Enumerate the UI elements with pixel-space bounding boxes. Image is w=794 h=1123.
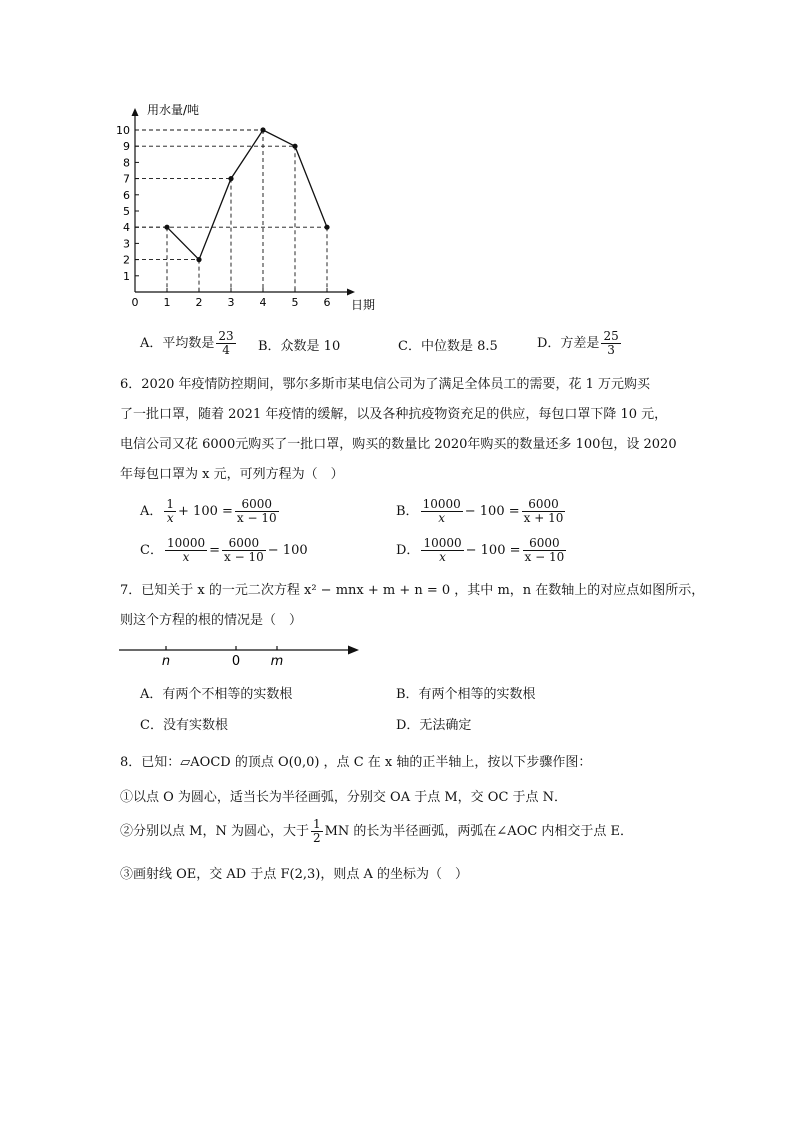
q6-d-frac2-num: 6000: [523, 537, 567, 551]
q6-b-frac1-den: x: [438, 511, 446, 525]
q5-option-a-label: A．平均数是: [140, 336, 215, 351]
q7-option-b: B．有两个相等的实数根: [396, 687, 536, 702]
q6-option-d: [396, 537, 568, 564]
q6-c-tail: − 100: [267, 543, 308, 558]
q8-step-2-text-a: ②分别以点 M，N 为圆心，大于: [120, 824, 309, 839]
q6-line-1: 6．2020 年疫情防控期间，鄂尔多斯市某电信公司为了满足全体员工的需要，花 1 万元购买: [120, 377, 651, 392]
x-axis-title: 日期: [351, 298, 376, 312]
q6-line-3: 电信公司又花 6000元购买了一批口罩，购买的数量比 2020年购买的数量还多 100包，设 2020: [120, 437, 677, 452]
x-tick-label: 6: [323, 296, 331, 309]
q6-line-2: 了一批口罩，随着 2021 年疫情的缓解，以及各种抗疫物资充足的供应，每包口罩下降 10 元，: [120, 407, 668, 422]
q6-c-frac2-num: 6000: [222, 537, 266, 551]
data-point: [228, 176, 233, 181]
x-tick-label: 5: [291, 296, 299, 309]
q8-step-1: ①以点 O 为圆心，适当长为半径画弧，分别交 OA 于点 M，交 OC 于点 N．: [120, 790, 568, 805]
data-point: [292, 144, 297, 149]
y-tick-label: 1: [123, 269, 130, 283]
q6-option-c-label: C．: [140, 543, 163, 558]
q5-option-c: C．中位数是 8.5: [398, 339, 498, 354]
number-line-label-m: m: [270, 654, 284, 669]
q6-option-b-label: B．: [396, 504, 419, 519]
q7-line-2: 则这个方程的根的情况是（ ）: [120, 613, 303, 628]
q6-b-frac2-den: x + 10: [523, 511, 564, 525]
q5-option-d-fraction: [601, 330, 620, 357]
x-axis-arrow: [347, 289, 355, 296]
q6-option-c: [140, 537, 308, 564]
q5-option-d: [537, 330, 623, 357]
q7-option-d: D．无法确定: [396, 718, 472, 733]
q6-c-frac2-den: x − 10: [224, 550, 264, 564]
y-axis-arrow: [132, 108, 139, 116]
q5-a-denominator: 4: [222, 343, 230, 357]
water-usage-chart: [100, 95, 400, 320]
q5-a-numerator: 23: [218, 329, 234, 343]
q5-d-numerator: 25: [603, 329, 619, 343]
x-tick-label: 1: [163, 296, 171, 309]
y-tick-label: 10: [116, 124, 130, 137]
q6-option-a: [140, 498, 281, 525]
y-tick-label: 6: [123, 188, 130, 202]
number-line-arrow: [348, 646, 359, 655]
q6-b-frac1-num: 10000: [422, 497, 461, 511]
q6-c-middle: =: [209, 543, 221, 558]
q6-d-frac2-den: x − 10: [524, 550, 565, 564]
q8-step-2: [120, 818, 633, 845]
q6-a-middle: + 100 =: [178, 504, 233, 519]
q6-d-frac1-num: 10000: [423, 536, 462, 550]
series-line: [167, 130, 327, 260]
q6-b-frac2-num: 6000: [522, 498, 566, 512]
q8-line-1: 8．已知：▱AOCD 的顶点 O(0,0) ，点 C 在 x 轴的正半轴上，按以下步骤作图：: [120, 755, 592, 770]
q5-option-d-label: D．方差是: [537, 336, 600, 351]
y-tick-label: 4: [123, 221, 130, 235]
q8-step-2-frac-num: 1: [312, 817, 321, 831]
q6-d-frac1-den: x: [439, 550, 446, 564]
q6-a-frac2-num: 6000: [235, 498, 279, 512]
q5-option-b: B．众数是 10: [258, 339, 341, 354]
data-point: [164, 225, 169, 230]
q6-d-middle: − 100 =: [465, 543, 521, 558]
q8-step-2-text-b: MN 的长为半径画弧，两弧在∠AOC 内相交于点 E．: [324, 824, 634, 839]
y-axis-title: 用水量/吨: [147, 103, 200, 117]
x-tick-label: 3: [227, 296, 235, 309]
q8-step-3: ③画射线 OE，交 AD 于点 F(2,3)，则点 A 的坐标为（ ）: [120, 867, 468, 882]
q5-option-a-fraction: [216, 330, 235, 357]
q7-option-a: A．有两个不相等的实数根: [140, 687, 293, 702]
q6-c-frac1-den: x: [182, 550, 190, 564]
number-line-label-n: n: [161, 654, 171, 669]
y-tick-label: 9: [123, 140, 130, 154]
y-tick-label: 7: [123, 172, 130, 186]
number-line: [115, 640, 365, 670]
origin-label: 0: [131, 296, 139, 309]
q7-option-c: C．没有实数根: [140, 718, 228, 733]
x-tick-label: 4: [259, 296, 267, 309]
y-tick-label: 8: [123, 156, 130, 170]
y-tick-label: 5: [123, 205, 130, 218]
q6-a-frac1-den: x: [166, 511, 174, 525]
data-point: [324, 225, 329, 230]
q6-option-d-label: D．: [396, 543, 420, 558]
q6-line-4: 年每包口罩为 x 元，可列方程为（ ）: [120, 467, 344, 482]
y-tick-label: 2: [123, 253, 130, 267]
data-point: [260, 127, 265, 132]
q6-c-frac1-num: 10000: [166, 536, 206, 550]
q5-option-a: [140, 330, 238, 357]
q8-step-2-frac-den: 2: [312, 831, 321, 845]
data-point: [196, 257, 201, 262]
q5-d-denominator: 3: [607, 343, 615, 357]
number-line-label-zero: 0: [231, 654, 241, 669]
q7-line-1: 7．已知关于 x 的一元二次方程 x² − mnx + m + n = 0 ，其中 m，n 在数轴上的对应点如图所示，: [120, 583, 705, 598]
q6-b-middle: − 100 =: [464, 504, 520, 519]
q6-a-frac2-den: x − 10: [236, 511, 277, 525]
q6-a-frac1-num: 1: [166, 497, 175, 511]
q6-option-b: [396, 498, 567, 525]
x-tick-label: 2: [195, 296, 203, 309]
q6-option-a-label: A．: [140, 504, 163, 519]
y-tick-label: 3: [123, 237, 130, 251]
